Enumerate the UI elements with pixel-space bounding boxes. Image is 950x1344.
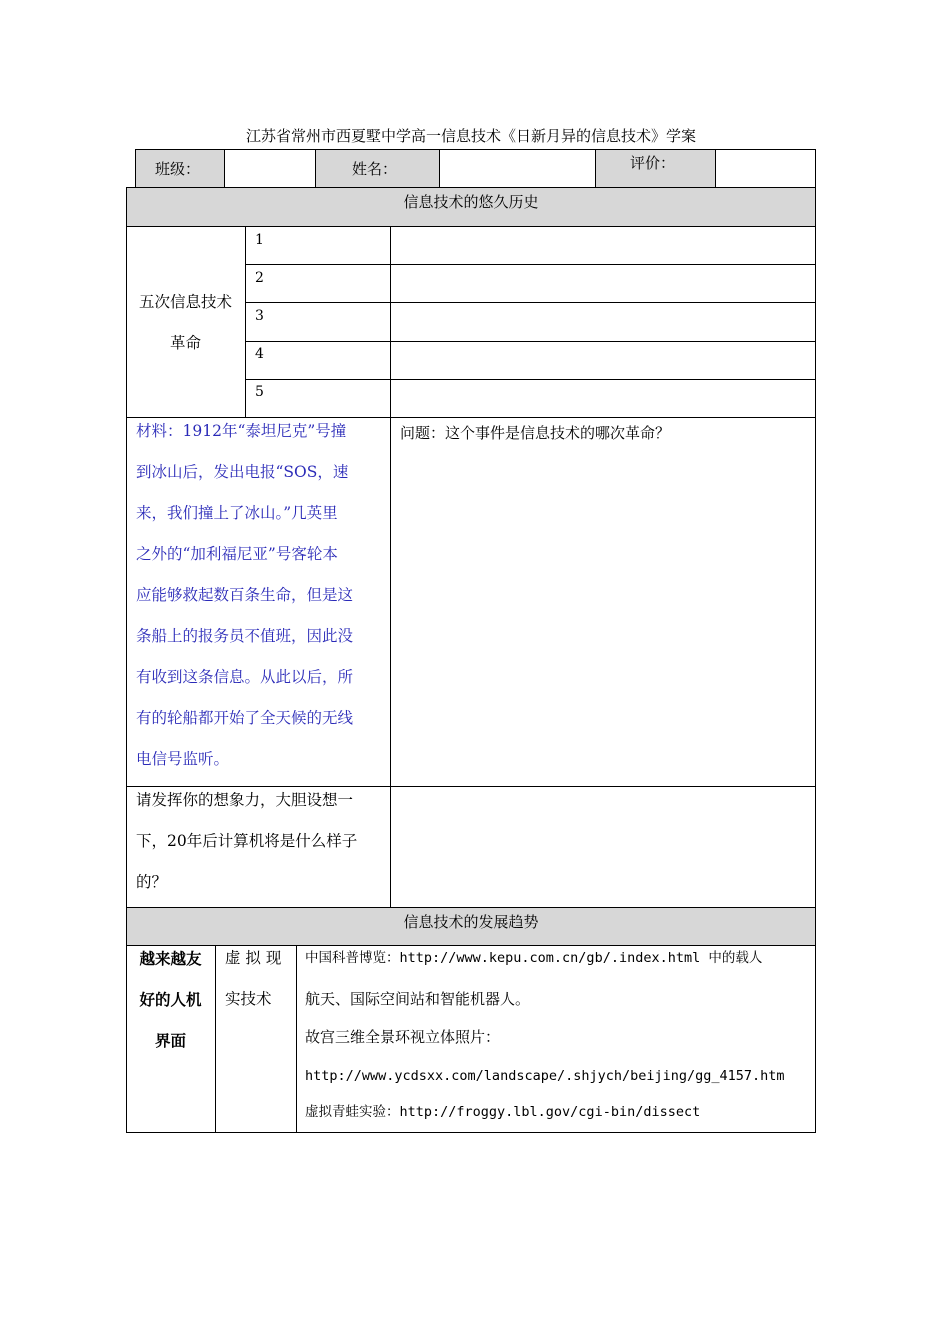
revolution-row-number: 4 xyxy=(255,346,264,362)
rule xyxy=(136,149,815,150)
friendly-interface-label xyxy=(126,938,215,1061)
material-paragraph xyxy=(136,411,386,780)
kepu-link-text-cont: 航天、国际空间站和智能机器人。 xyxy=(305,990,531,1008)
material-line: 之外的“加利福尼亚”号客轮本 xyxy=(136,545,338,563)
imagine-line: 请发挥你的想象力，大胆设想一 xyxy=(136,791,354,809)
revolution-row-number: 1 xyxy=(255,232,264,248)
revolution-row-number: 3 xyxy=(255,308,264,324)
section2-heading: 信息技术的发展趋势 xyxy=(403,913,539,931)
imagine-line: 下，20年后计算机将是什么样子 xyxy=(136,832,358,850)
friendly-interface-line: 越来越友 xyxy=(139,949,202,968)
vr-content xyxy=(305,938,813,1126)
frog-experiment-text: 虚拟青蛙实验：http://froggy.lbl.gov/cgi-bin/dissect xyxy=(305,1104,701,1120)
name-label: 姓名： xyxy=(352,160,398,178)
material-line: 到冰山后，发出电报“SOS，速 xyxy=(136,463,349,481)
rule xyxy=(126,187,816,188)
rule xyxy=(215,945,216,1133)
rule xyxy=(245,264,816,265)
revolution-row-number: 5 xyxy=(255,384,264,400)
rule xyxy=(245,379,816,380)
rule xyxy=(715,149,716,188)
revolution-row-number: 2 xyxy=(255,270,264,286)
class-label: 班级： xyxy=(155,160,201,178)
material-line: 条船上的报务员不值班，因此没 xyxy=(136,627,354,645)
rule xyxy=(815,149,816,1133)
rule xyxy=(224,149,225,188)
vr-tech-label xyxy=(225,938,293,1020)
rule xyxy=(595,149,596,188)
rule xyxy=(245,226,246,418)
material-line: 材料：1912年“泰坦尼克”号撞 xyxy=(136,422,347,440)
eval-label: 评价： xyxy=(630,154,676,172)
five-revolutions-label-line2: 革命 xyxy=(169,334,201,352)
palace-url: http://www.ycdsxx.com/landscape/.shjych/beijing/gg_4157.htm xyxy=(305,1068,785,1084)
rule xyxy=(390,226,391,908)
friendly-interface-line: 好的人机 xyxy=(139,990,202,1009)
five-revolutions-label-line1: 五次信息技术 xyxy=(138,293,232,311)
rule xyxy=(439,149,440,188)
rule xyxy=(245,302,816,303)
rule xyxy=(245,341,816,342)
section1-heading: 信息技术的悠久历史 xyxy=(403,193,539,211)
friendly-interface-line: 界面 xyxy=(154,1031,186,1050)
question-text: 问题：这个事件是信息技术的哪次革命？ xyxy=(400,424,671,442)
five-revolutions-label xyxy=(126,282,245,364)
rule xyxy=(296,945,297,1133)
kepu-link-text: 中国科普博览：http://www.kepu.com.cn/gb/.index.html 中的载人 xyxy=(305,950,763,966)
material-line: 有收到这条信息。从此以后，所 xyxy=(136,668,354,686)
imagine-paragraph xyxy=(136,780,386,903)
imagine-line: 的？ xyxy=(136,873,168,891)
material-line: 电信号监听。 xyxy=(136,750,230,768)
vr-tech-line: 虚 拟 现 xyxy=(225,949,282,967)
rule xyxy=(126,907,816,908)
palace-label: 故宫三维全景环视立体照片： xyxy=(305,1028,501,1046)
rule xyxy=(126,226,816,227)
material-line: 来，我们撞上了冰山。”几英里 xyxy=(136,504,338,522)
rule xyxy=(135,149,136,188)
rule xyxy=(126,1132,816,1133)
rule xyxy=(315,149,316,188)
document-title: 江苏省常州市西夏墅中学高一信息技术《日新月异的信息技术》学案 xyxy=(245,127,696,145)
vr-tech-line: 实技术 xyxy=(225,990,272,1008)
material-line: 有的轮船都开始了全天候的无线 xyxy=(136,709,354,727)
material-line: 应能够救起数百条生命，但是这 xyxy=(136,586,354,604)
